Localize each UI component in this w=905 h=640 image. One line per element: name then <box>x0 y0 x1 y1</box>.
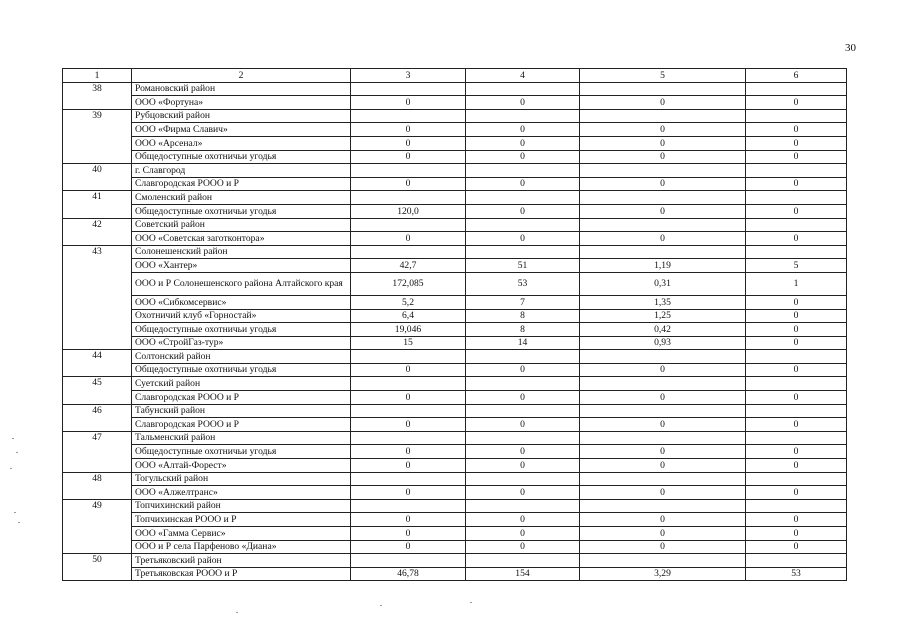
group-title-row <box>63 191 847 205</box>
value-col-3: 42,7 <box>351 259 466 273</box>
organization-name: Славгородская РООО и Р <box>132 177 351 191</box>
header-col-6: 6 <box>746 69 847 83</box>
table-row <box>63 513 847 527</box>
value-col-6: 0 <box>746 513 847 527</box>
scan-speck <box>12 438 14 439</box>
row-number: 47 <box>63 431 132 472</box>
value-col-4: 0 <box>466 418 580 432</box>
row-number: 44 <box>63 350 132 377</box>
organization-name: Общедоступные охотничьи угодья <box>132 363 351 377</box>
table-row <box>63 96 847 110</box>
value-col-5: 1,19 <box>580 259 746 273</box>
value-col-5: 1,35 <box>580 295 746 309</box>
value-col-3: 0 <box>351 96 466 110</box>
scan-speck <box>380 605 382 606</box>
organization-name: Славгородская РООО и Р <box>132 418 351 432</box>
row-number: 40 <box>63 164 132 191</box>
value-col-6: 0 <box>746 150 847 164</box>
value-col-4: 8 <box>466 323 580 337</box>
value-col-4: 0 <box>466 459 580 473</box>
organization-name: ООО «Сибкомсервис» <box>132 295 351 309</box>
district-name: Третьяковский район <box>132 554 351 568</box>
district-name: Суетский район <box>132 377 351 391</box>
scan-speck <box>10 468 12 469</box>
value-col-5: 0 <box>580 513 746 527</box>
value-col-3: 5,2 <box>351 295 466 309</box>
value-col-4: 0 <box>466 136 580 150</box>
value-col-3: 6,4 <box>351 309 466 323</box>
table-row <box>63 418 847 432</box>
empty-cell <box>580 82 746 96</box>
value-col-6: 0 <box>746 336 847 350</box>
empty-cell <box>580 218 746 232</box>
empty-cell <box>351 245 466 259</box>
organization-name: ООО «Фортуна» <box>132 96 351 110</box>
empty-cell <box>466 218 580 232</box>
value-col-6: 0 <box>746 232 847 246</box>
value-col-3: 0 <box>351 459 466 473</box>
value-col-3: 15 <box>351 336 466 350</box>
value-col-6: 0 <box>746 486 847 500</box>
empty-cell <box>466 472 580 486</box>
empty-cell <box>351 499 466 513</box>
row-number: 45 <box>63 377 132 404</box>
value-col-5: 0 <box>580 123 746 137</box>
empty-cell <box>466 109 580 123</box>
value-col-4: 154 <box>466 567 580 581</box>
empty-cell <box>746 554 847 568</box>
value-col-4: 0 <box>466 204 580 218</box>
empty-cell <box>351 431 466 445</box>
empty-cell <box>351 191 466 205</box>
district-name: Топчихинский район <box>132 499 351 513</box>
table-row <box>63 459 847 473</box>
table-row <box>63 204 847 218</box>
district-name: Смоленский район <box>132 191 351 205</box>
empty-cell <box>746 377 847 391</box>
value-col-6: 0 <box>746 96 847 110</box>
empty-cell <box>466 191 580 205</box>
empty-cell <box>466 499 580 513</box>
organization-name: ООО и Р села Парфеново «Диана» <box>132 540 351 554</box>
value-col-3: 0 <box>351 486 466 500</box>
empty-cell <box>351 350 466 364</box>
organization-name: ООО и Р Солонешенского района Алтайского края <box>132 272 351 295</box>
row-number: 49 <box>63 499 132 553</box>
organization-name: Общедоступные охотничьи угодья <box>132 445 351 459</box>
empty-cell <box>466 431 580 445</box>
row-number: 46 <box>63 404 132 431</box>
group-title-row <box>63 245 847 259</box>
value-col-4: 0 <box>466 486 580 500</box>
district-name: Табунский район <box>132 404 351 418</box>
empty-cell <box>580 164 746 178</box>
value-col-6: 0 <box>746 177 847 191</box>
value-col-6: 53 <box>746 567 847 581</box>
empty-cell <box>580 431 746 445</box>
value-col-5: 0 <box>580 204 746 218</box>
organization-name: Охотничий клуб «Горностай» <box>132 309 351 323</box>
value-col-4: 53 <box>466 272 580 295</box>
empty-cell <box>351 109 466 123</box>
empty-cell <box>466 245 580 259</box>
table-row <box>63 232 847 246</box>
organization-name: ООО «Алжелтранс» <box>132 486 351 500</box>
empty-cell <box>746 350 847 364</box>
empty-cell <box>466 404 580 418</box>
value-col-6: 0 <box>746 136 847 150</box>
value-col-6: 0 <box>746 527 847 541</box>
organization-name: Общедоступные охотничьи угодья <box>132 204 351 218</box>
empty-cell <box>351 472 466 486</box>
group-title-row <box>63 350 847 364</box>
empty-cell <box>351 164 466 178</box>
value-col-4: 0 <box>466 232 580 246</box>
scan-speck <box>470 602 472 603</box>
empty-cell <box>351 377 466 391</box>
scan-speck <box>16 452 18 453</box>
table-row <box>63 445 847 459</box>
value-col-6: 0 <box>746 418 847 432</box>
table-row <box>63 309 847 323</box>
empty-cell <box>746 164 847 178</box>
district-name: Солонешенский район <box>132 245 351 259</box>
value-col-5: 0 <box>580 150 746 164</box>
group-title-row <box>63 164 847 178</box>
group-title-row <box>63 472 847 486</box>
value-col-6: 0 <box>746 540 847 554</box>
header-col-5: 5 <box>580 69 746 83</box>
empty-cell <box>580 472 746 486</box>
header-col-1: 1 <box>63 69 132 83</box>
value-col-5: 0,31 <box>580 272 746 295</box>
organization-name: ООО «Гамма Сервис» <box>132 527 351 541</box>
empty-cell <box>580 245 746 259</box>
row-number: 48 <box>63 472 132 499</box>
value-col-5: 0 <box>580 136 746 150</box>
district-name: Солтонский район <box>132 350 351 364</box>
value-col-3: 46,78 <box>351 567 466 581</box>
value-col-4: 0 <box>466 527 580 541</box>
group-title-row <box>63 377 847 391</box>
value-col-3: 0 <box>351 123 466 137</box>
table-row <box>63 540 847 554</box>
value-col-6: 0 <box>746 123 847 137</box>
value-col-5: 0 <box>580 540 746 554</box>
row-number: 41 <box>63 191 132 218</box>
value-col-3: 0 <box>351 363 466 377</box>
group-title-row <box>63 218 847 232</box>
district-name: Тогульский район <box>132 472 351 486</box>
organization-name: ООО «Хантер» <box>132 259 351 273</box>
empty-cell <box>580 350 746 364</box>
table-body <box>63 69 847 581</box>
value-col-4: 0 <box>466 150 580 164</box>
row-number: 43 <box>63 245 132 350</box>
value-col-3: 120,0 <box>351 204 466 218</box>
value-col-4: 0 <box>466 177 580 191</box>
empty-cell <box>351 404 466 418</box>
value-col-5: 0 <box>580 177 746 191</box>
value-col-4: 0 <box>466 96 580 110</box>
empty-cell <box>746 431 847 445</box>
header-col-4: 4 <box>466 69 580 83</box>
empty-cell <box>746 499 847 513</box>
district-name: Тальменский район <box>132 431 351 445</box>
district-name: г. Славгород <box>132 164 351 178</box>
value-col-6: 0 <box>746 323 847 337</box>
value-col-3: 0 <box>351 418 466 432</box>
value-col-3: 0 <box>351 232 466 246</box>
scan-speck <box>18 522 20 523</box>
group-title-row <box>63 82 847 96</box>
value-col-6: 0 <box>746 391 847 405</box>
value-col-3: 0 <box>351 136 466 150</box>
table-row <box>63 123 847 137</box>
value-col-4: 0 <box>466 540 580 554</box>
value-col-6: 5 <box>746 259 847 273</box>
value-col-4: 51 <box>466 259 580 273</box>
empty-cell <box>580 499 746 513</box>
hunting-grounds-table <box>62 68 847 581</box>
row-number: 50 <box>63 554 132 581</box>
organization-name: ООО «Арсенал» <box>132 136 351 150</box>
value-col-4: 0 <box>466 391 580 405</box>
value-col-4: 8 <box>466 309 580 323</box>
value-col-4: 0 <box>466 445 580 459</box>
organization-name: ООО «СтройГаз-тур» <box>132 336 351 350</box>
organization-name: Общедоступные охотничьи угодья <box>132 323 351 337</box>
organization-name: Славгородская РООО и Р <box>132 391 351 405</box>
value-col-6: 0 <box>746 459 847 473</box>
value-col-6: 0 <box>746 363 847 377</box>
value-col-6: 0 <box>746 445 847 459</box>
table-row <box>63 295 847 309</box>
empty-cell <box>466 350 580 364</box>
group-title-row <box>63 554 847 568</box>
organization-name: Третьяковская РООО и Р <box>132 567 351 581</box>
group-title-row <box>63 431 847 445</box>
value-col-5: 0 <box>580 418 746 432</box>
value-col-5: 0 <box>580 445 746 459</box>
value-col-5: 0,93 <box>580 336 746 350</box>
row-number: 39 <box>63 109 132 163</box>
value-col-3: 172,085 <box>351 272 466 295</box>
group-title-row <box>63 404 847 418</box>
header-col-2: 2 <box>132 69 351 83</box>
organization-name: ООО «Алтай-Форест» <box>132 459 351 473</box>
district-name: Советский район <box>132 218 351 232</box>
value-col-3: 19,046 <box>351 323 466 337</box>
table-row <box>63 336 847 350</box>
empty-cell <box>746 191 847 205</box>
value-col-3: 0 <box>351 540 466 554</box>
table-row <box>63 486 847 500</box>
empty-cell <box>746 472 847 486</box>
empty-cell <box>466 377 580 391</box>
table-row <box>63 177 847 191</box>
table-row <box>63 150 847 164</box>
empty-cell <box>746 82 847 96</box>
value-col-6: 0 <box>746 204 847 218</box>
empty-cell <box>466 164 580 178</box>
value-col-5: 0 <box>580 459 746 473</box>
empty-cell <box>580 191 746 205</box>
table-row <box>63 323 847 337</box>
district-name: Рубцовский район <box>132 109 351 123</box>
value-col-6: 0 <box>746 309 847 323</box>
district-name: Романовский район <box>132 82 351 96</box>
page-number: 30 <box>845 42 856 54</box>
group-title-row <box>63 499 847 513</box>
organization-name: Топчихинская РООО и Р <box>132 513 351 527</box>
value-col-5: 0 <box>580 486 746 500</box>
value-col-5: 0 <box>580 96 746 110</box>
value-col-6: 1 <box>746 272 847 295</box>
table-row <box>63 136 847 150</box>
value-col-4: 0 <box>466 513 580 527</box>
table-row <box>63 363 847 377</box>
empty-cell <box>580 554 746 568</box>
table-row <box>63 527 847 541</box>
scan-speck <box>236 612 238 613</box>
value-col-5: 0 <box>580 232 746 246</box>
value-col-3: 0 <box>351 150 466 164</box>
row-number: 42 <box>63 218 132 245</box>
empty-cell <box>580 109 746 123</box>
value-col-5: 0 <box>580 527 746 541</box>
empty-cell <box>746 109 847 123</box>
value-col-3: 0 <box>351 513 466 527</box>
organization-name: ООО «Советская заготконтора» <box>132 232 351 246</box>
table-row <box>63 391 847 405</box>
value-col-3: 0 <box>351 445 466 459</box>
value-col-3: 0 <box>351 177 466 191</box>
table-row <box>63 272 847 295</box>
table-header-row <box>63 69 847 83</box>
value-col-6: 0 <box>746 295 847 309</box>
row-number: 38 <box>63 82 132 109</box>
empty-cell <box>351 218 466 232</box>
empty-cell <box>466 82 580 96</box>
organization-name: Общедоступные охотничьи угодья <box>132 150 351 164</box>
value-col-3: 0 <box>351 391 466 405</box>
value-col-4: 0 <box>466 363 580 377</box>
empty-cell <box>746 404 847 418</box>
table-row <box>63 259 847 273</box>
header-col-3: 3 <box>351 69 466 83</box>
value-col-4: 0 <box>466 123 580 137</box>
empty-cell <box>746 245 847 259</box>
value-col-4: 7 <box>466 295 580 309</box>
value-col-3: 0 <box>351 527 466 541</box>
value-col-5: 0 <box>580 391 746 405</box>
empty-cell <box>351 82 466 96</box>
value-col-5: 3,29 <box>580 567 746 581</box>
value-col-4: 14 <box>466 336 580 350</box>
empty-cell <box>351 554 466 568</box>
value-col-5: 0 <box>580 363 746 377</box>
organization-name: ООО «Фирма Славич» <box>132 123 351 137</box>
scan-speck <box>14 512 16 513</box>
empty-cell <box>466 554 580 568</box>
empty-cell <box>746 218 847 232</box>
empty-cell <box>580 404 746 418</box>
group-title-row <box>63 109 847 123</box>
value-col-5: 1,25 <box>580 309 746 323</box>
table-row <box>63 567 847 581</box>
value-col-5: 0,42 <box>580 323 746 337</box>
empty-cell <box>580 377 746 391</box>
